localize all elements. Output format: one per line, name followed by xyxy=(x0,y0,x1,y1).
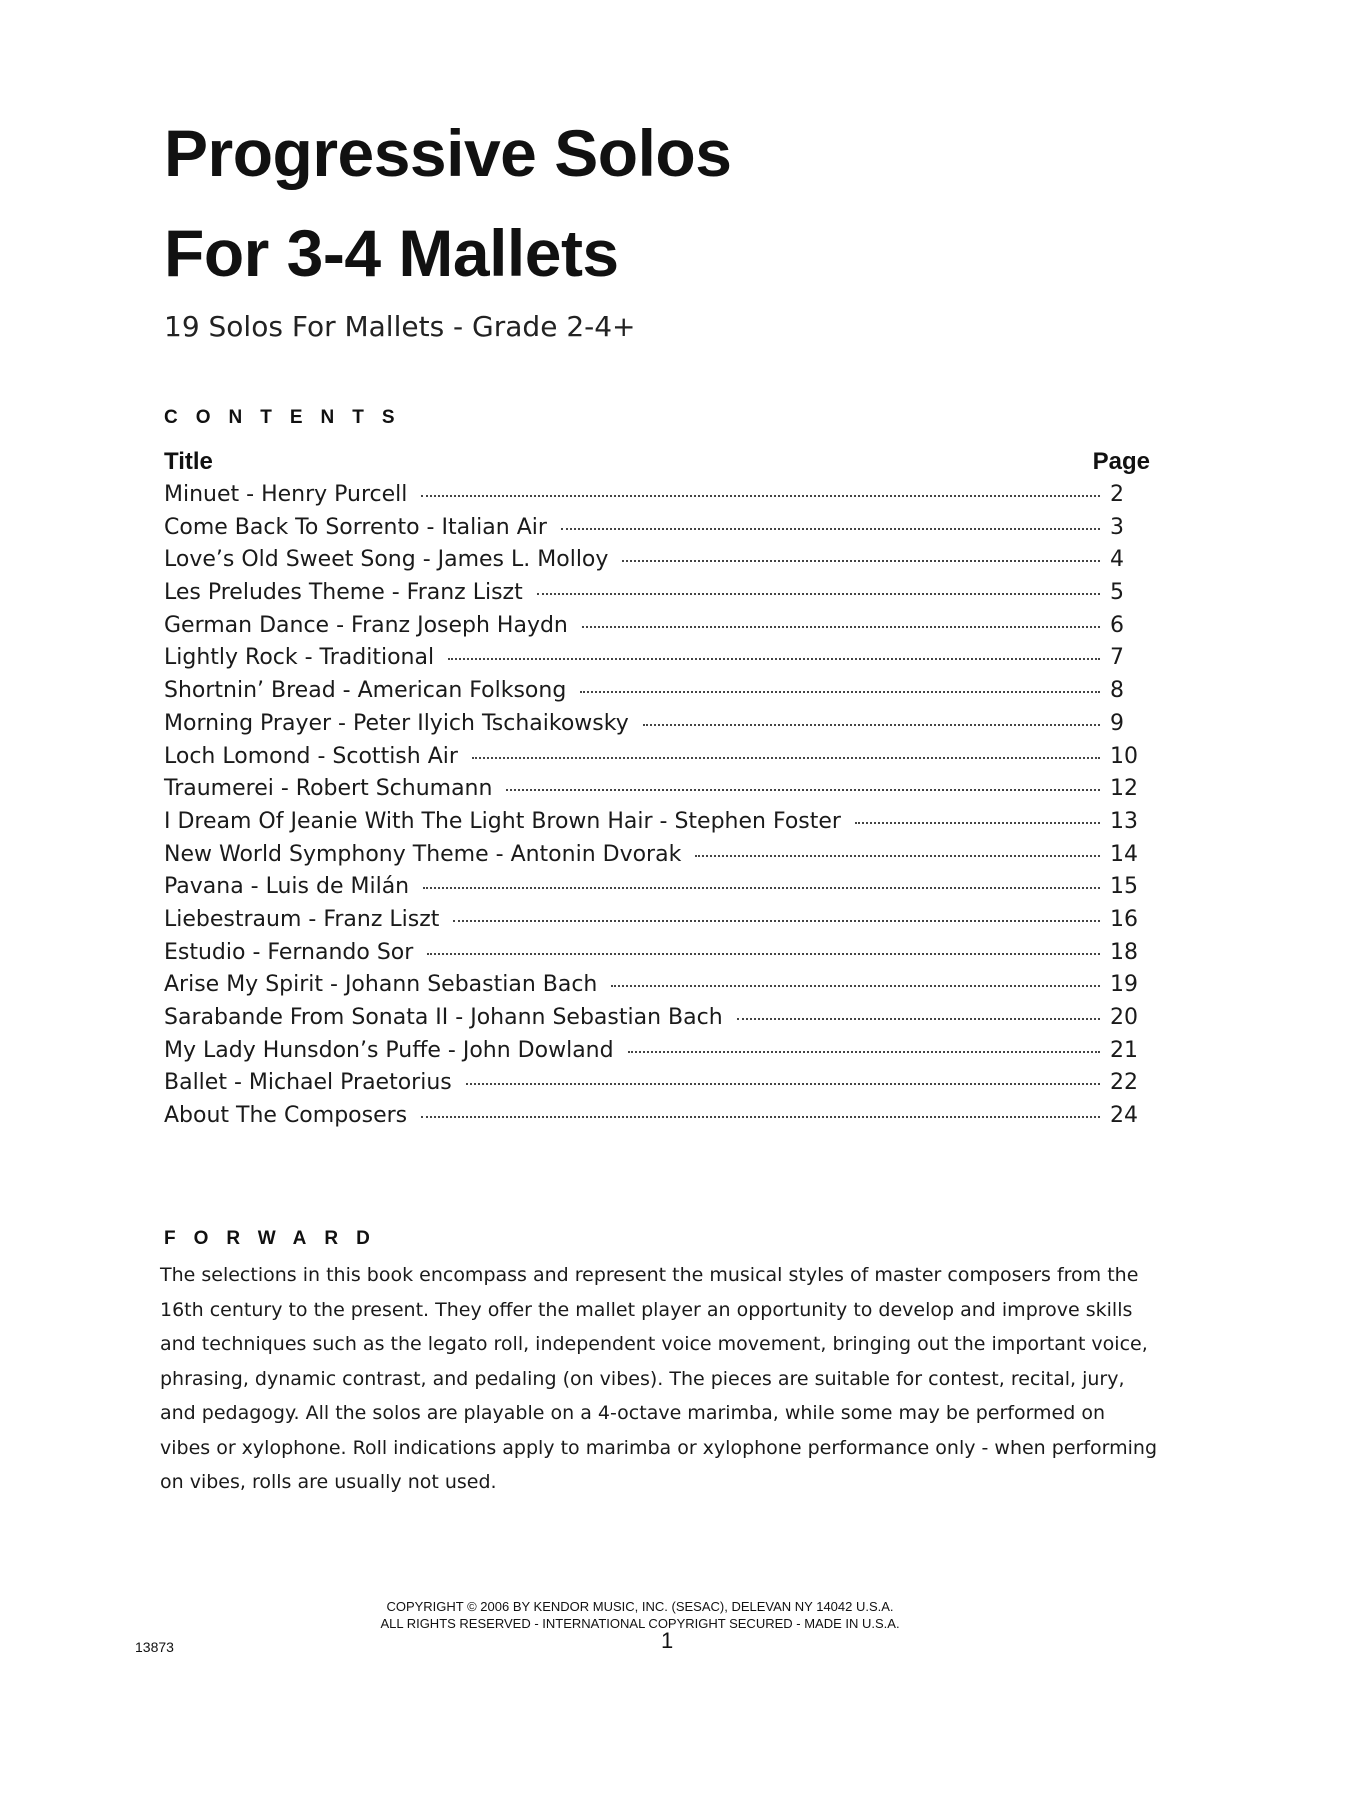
dot-leader xyxy=(421,495,1100,497)
toc-title: Les Preludes Theme - Franz Liszt xyxy=(164,580,523,606)
toc-row xyxy=(164,482,1150,515)
dot-leader xyxy=(472,757,1100,759)
dot-leader xyxy=(643,724,1100,726)
toc-row xyxy=(164,613,1150,646)
toc-title: Shortnin’ Bread - American Folksong xyxy=(164,678,567,704)
toc-title: Come Back To Sorrento - Italian Air xyxy=(164,514,547,540)
toc-row xyxy=(164,645,1150,678)
toc-title: Love’s Old Sweet Song - James L. Molloy xyxy=(164,547,609,573)
copyright-line-2: ALL RIGHTS RESERVED - INTERNATIONAL COPYRIGHT SECURED - MADE IN U.S.A. xyxy=(380,1616,900,1631)
toc-page-number: 9 xyxy=(1110,710,1124,736)
toc-page-number: 10 xyxy=(1110,743,1138,769)
toc-row xyxy=(164,1070,1150,1103)
toc-page-number: 20 xyxy=(1110,1005,1138,1030)
toc-row xyxy=(164,678,1150,711)
toc-page-number: 22 xyxy=(1110,1070,1138,1096)
toc-row xyxy=(164,1103,1150,1136)
toc-page-number: 18 xyxy=(1110,939,1138,965)
toc-page-number: 16 xyxy=(1110,906,1138,932)
toc-page-number: 21 xyxy=(1110,1037,1138,1063)
toc-row xyxy=(164,515,1150,548)
toc-page-number: 15 xyxy=(1110,874,1138,900)
title-line-2: For 3-4 Mallets xyxy=(164,216,619,290)
toc-page-number: 12 xyxy=(1110,776,1138,802)
contents-list xyxy=(164,482,1150,1136)
toc-title: New World Symphony Theme - Antonin Dvorak xyxy=(164,841,682,867)
catalog-number: 13873 xyxy=(135,1639,174,1655)
toc-row xyxy=(164,711,1150,744)
toc-title: Ballet - Michael Praetorius xyxy=(164,1070,452,1096)
toc-row xyxy=(164,580,1150,613)
dot-leader xyxy=(421,1116,1100,1118)
dot-leader xyxy=(622,560,1100,562)
toc-row xyxy=(164,1005,1150,1038)
toc-page-number: 3 xyxy=(1110,514,1124,540)
page-number: 1 xyxy=(661,1628,674,1653)
toc-title: Sarabande From Sonata II - Johann Sebastian Bach xyxy=(164,1005,723,1030)
toc-row xyxy=(164,940,1150,973)
dot-leader xyxy=(628,1051,1100,1053)
toc-row xyxy=(164,972,1150,1005)
dot-leader xyxy=(737,1018,1100,1020)
toc-page-number: 8 xyxy=(1110,678,1124,704)
toc-title: Liebestraum - Franz Liszt xyxy=(164,906,440,932)
dot-leader xyxy=(695,855,1100,857)
toc-page-number: 24 xyxy=(1110,1103,1138,1129)
toc-row xyxy=(164,907,1150,940)
forward-heading: FORWARD xyxy=(164,1228,388,1249)
toc-page-number: 13 xyxy=(1110,808,1138,834)
toc-row xyxy=(164,547,1150,580)
toc-title: Arise My Spirit - Johann Sebastian Bach xyxy=(164,972,598,998)
column-title-header: Title xyxy=(164,448,213,475)
dot-leader xyxy=(855,822,1100,824)
toc-row xyxy=(164,809,1150,842)
dot-leader xyxy=(561,528,1100,530)
toc-row xyxy=(164,874,1150,907)
toc-title: My Lady Hunsdon’s Puffe - John Dowland xyxy=(164,1037,614,1063)
title-line-1: Progressive Solos xyxy=(164,116,732,190)
toc-row xyxy=(164,1038,1150,1071)
toc-title: Loch Lomond - Scottish Air xyxy=(164,743,458,769)
dot-leader xyxy=(582,626,1100,628)
toc-page-number: 19 xyxy=(1110,972,1138,998)
toc-page-number: 14 xyxy=(1110,841,1138,867)
toc-page-number: 5 xyxy=(1110,580,1124,606)
dot-leader xyxy=(466,1083,1100,1085)
toc-row xyxy=(164,776,1150,809)
dot-leader xyxy=(580,691,1100,693)
dot-leader xyxy=(506,789,1100,791)
toc-title: Minuet - Henry Purcell xyxy=(164,482,408,507)
copyright-notice xyxy=(340,1598,940,1632)
dot-leader xyxy=(453,920,1100,922)
dot-leader xyxy=(448,658,1100,660)
toc-title: Traumerei - Robert Schumann xyxy=(164,776,493,802)
dot-leader xyxy=(427,953,1100,955)
toc-page-number: 2 xyxy=(1110,482,1124,507)
toc-title: German Dance - Franz Joseph Haydn xyxy=(164,612,568,638)
toc-title: Lightly Rock - Traditional xyxy=(164,645,435,671)
subtitle: 19 Solos For Mallets - Grade 2-4+ xyxy=(164,310,636,343)
toc-row xyxy=(164,842,1150,875)
toc-title: About The Composers xyxy=(164,1103,408,1129)
toc-page-number: 4 xyxy=(1110,547,1124,573)
toc-title: I Dream Of Jeanie With The Light Brown Hair - Stephen Foster xyxy=(164,808,841,834)
toc-title: Estudio - Fernando Sor xyxy=(164,939,414,965)
contents-heading: CONTENTS xyxy=(164,407,413,428)
dot-leader xyxy=(423,887,1100,889)
copyright-line-1: COPYRIGHT © 2006 BY KENDOR MUSIC, INC. (SESAC), DELEVAN NY 14042 U.S.A. xyxy=(386,1599,894,1614)
toc-title: Pavana - Luis de Milán xyxy=(164,874,410,900)
dot-leader xyxy=(537,593,1100,595)
column-page-header: Page xyxy=(1092,448,1150,475)
toc-row xyxy=(164,744,1150,777)
toc-title: Morning Prayer - Peter Ilyich Tschaikowsky xyxy=(164,710,629,736)
toc-page-number: 7 xyxy=(1110,645,1124,671)
dot-leader xyxy=(611,985,1100,987)
toc-page-number: 6 xyxy=(1110,612,1124,638)
forward-paragraph: The selections in this book encompass and represent the musical styles of master composers from the 16th century to the present. They offer the mallet player an opportunity to develop and improve skills and techniques such as the legato roll, independent voice movement, bringing out the important voice, phrasing, dynamic contrast, and pedaling (on vibes). The pieces are suitable for contest, recital, jury, and pedagogy. All the solos are playable on a 4-octave marimba, while some may be performed on vibes or xylophone. Roll indications apply to marimba or xylophone performance only - when performing on vibes, rolls are usually not used. xyxy=(160,1264,1158,1493)
